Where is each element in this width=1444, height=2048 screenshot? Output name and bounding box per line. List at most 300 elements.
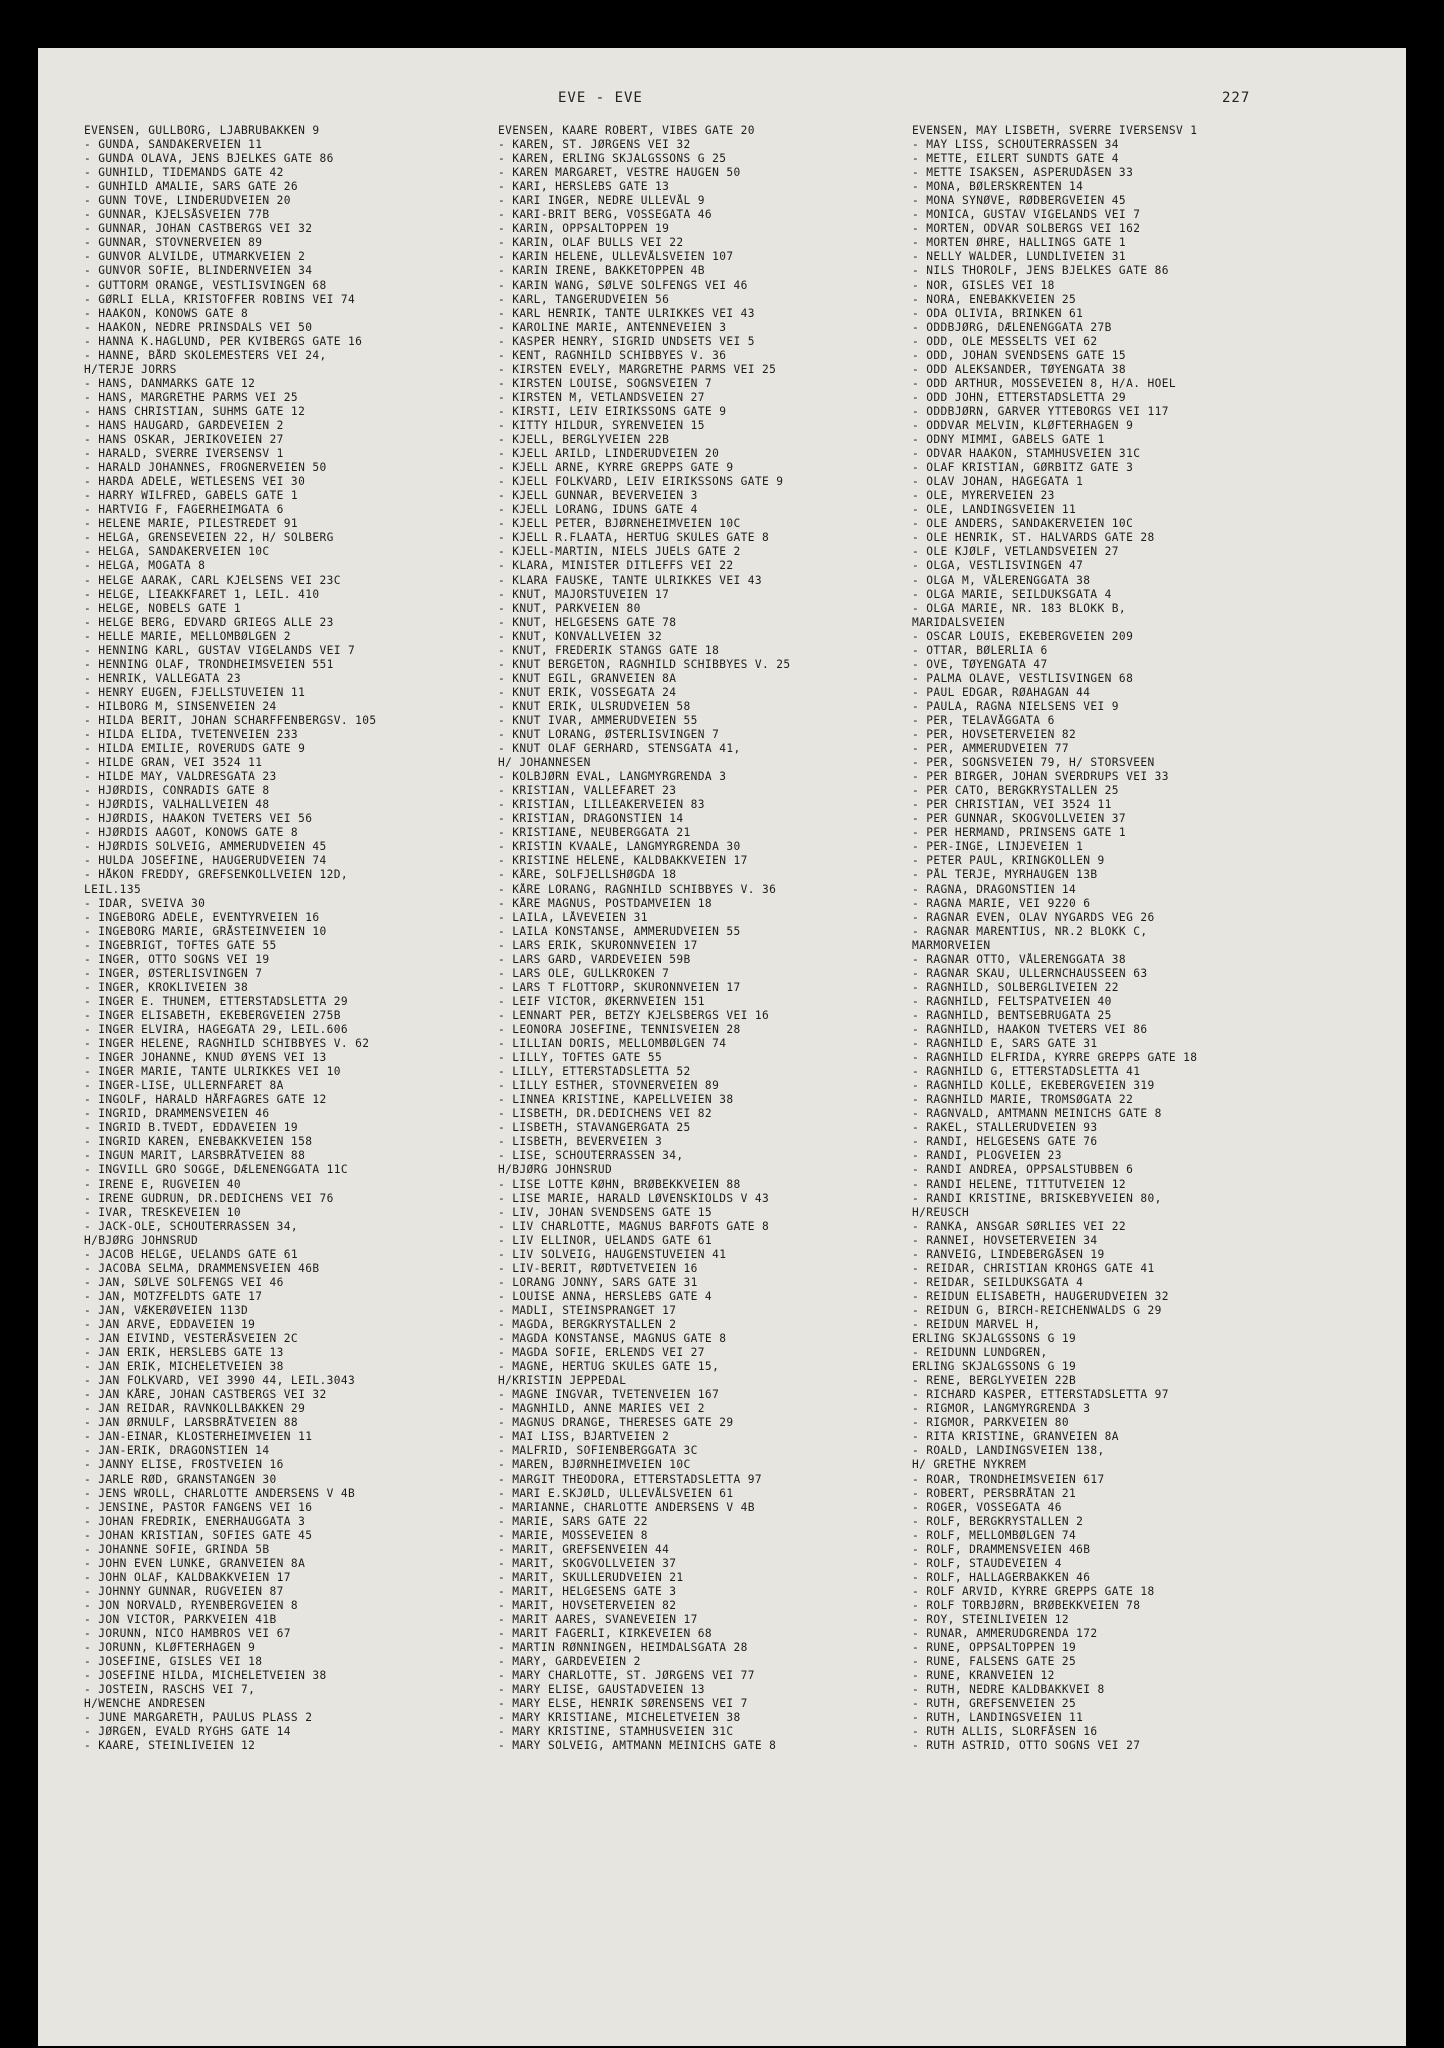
- directory-entry: - KARL, TANGERUDVEIEN 56: [498, 292, 670, 306]
- directory-entry: - JANNY ELISE, FROSTVEIEN 16: [84, 1458, 284, 1472]
- directory-entry: - MAGNE, HERTUG SKULES GATE 15,: [498, 1360, 720, 1374]
- directory-entry: - MARTIN RØNNINGEN, HEIMDALSGATA 28: [498, 1641, 748, 1655]
- directory-entry: - PER, SOGNSVEIEN 79, H/ STORSVEEN: [912, 756, 1155, 770]
- directory-entry: - JAN-ERIK, DRAGONSTIEN 14: [84, 1444, 270, 1458]
- directory-entry: - MONICA, GUSTAV VIGELANDS VEI 7: [912, 208, 1141, 222]
- directory-entry: - KNUT, KONVALLVEIEN 32: [498, 629, 663, 643]
- directory-entry: - KJELL GUNNAR, BEVERVEIEN 3: [498, 489, 698, 503]
- directory-entry: - MARIT, GREFSENVEIEN 44: [498, 1542, 670, 1556]
- directory-entry: - RICHARD KASPER, ETTERSTADSLETTA 97: [912, 1388, 1169, 1402]
- directory-entry: - HJØRDIS SOLVEIG, AMMERUDVEIEN 45: [84, 840, 327, 854]
- directory-entry: - MARY KRISTIANE, MICHELETVEIEN 38: [498, 1711, 741, 1725]
- directory-entry: - RAGNHILD MARIE, TROMSØGATA 22: [912, 1093, 1134, 1107]
- directory-entry: - MONA, BØLERSKRENTEN 14: [912, 180, 1084, 194]
- directory-entry: - PER GUNNAR, SKOGVOLLVEIEN 37: [912, 812, 1127, 826]
- directory-entry: - OSCAR LOUIS, EKEBERGVEIEN 209: [912, 629, 1134, 643]
- directory-entry: - HELLE MARIE, MELLOMBØLGEN 2: [84, 629, 291, 643]
- directory-entry: - INGER, ØSTERLISVINGEN 7: [84, 966, 263, 980]
- directory-entry: - KJELL ARILD, LINDERUDVEIEN 20: [498, 447, 720, 461]
- directory-entry: - JOHN EVEN LUNKE, GRANVEIEN 8A: [84, 1556, 306, 1570]
- directory-entry: - INGEBRIGT, TOFTES GATE 55: [84, 938, 277, 952]
- directory-entry: - JAN ØRNULF, LARSBRÅTVEIEN 88: [84, 1416, 299, 1430]
- directory-entry: - IVAR, TRESKEVEIEN 10: [84, 1205, 241, 1219]
- directory-entry: - ODD, OLE MESSELTS VEI 62: [912, 334, 1098, 348]
- directory-entry: - KNUT, HELGESENS GATE 78: [498, 615, 677, 629]
- directory-entry: - PER HERMAND, PRINSENS GATE 1: [912, 826, 1127, 840]
- directory-entry: - HANS, MARGRETHE PARMS VEI 25: [84, 390, 299, 404]
- directory-entry: - KNUT ERIK, VOSSEGATA 24: [498, 685, 677, 699]
- directory-entry: - ROGER, VOSSEGATA 46: [912, 1500, 1062, 1514]
- directory-entry: - HILDA EMILIE, ROVERUDS GATE 9: [84, 742, 306, 756]
- directory-entry: - JAN, VÆKERØVEIEN 113D: [84, 1303, 249, 1317]
- directory-entry: - HILDE GRAN, VEI 3524 11: [84, 756, 263, 770]
- directory-entry: - KRISTIAN, DRAGONSTIEN 14: [498, 812, 684, 826]
- directory-entry: - LOUISE ANNA, HERSLEBS GATE 4: [498, 1289, 713, 1303]
- directory-entry: - IRENE GUDRUN, DR.DEDICHENS VEI 76: [84, 1191, 334, 1205]
- directory-entry: - MARIT AARES, SVANEVEIEN 17: [498, 1612, 698, 1626]
- directory-entry: - HILDA BERIT, JOHAN SCHARFFENBERGSV. 105: [84, 713, 377, 727]
- directory-entry: - KAREN MARGARET, VESTRE HAUGEN 50: [498, 166, 741, 180]
- directory-entry: - MADLI, STEINSPRANGET 17: [498, 1303, 677, 1317]
- directory-entry: - KÅRE LORANG, RAGNHILD SCHIBBYES V. 36: [498, 882, 777, 896]
- directory-entry: MARMORVEIEN: [912, 938, 991, 952]
- directory-entry: - PETER PAUL, KRINGKOLLEN 9: [912, 854, 1105, 868]
- directory-entry: - RAKEL, STALLERUDVEIEN 93: [912, 1121, 1098, 1135]
- directory-entry: - JOSEFINE, GISLES VEI 18: [84, 1655, 263, 1669]
- directory-entry: - ROLF, BERGKRYSTALLEN 2: [912, 1514, 1084, 1528]
- directory-entry: - PER CATO, BERGKRYSTALLEN 25: [912, 784, 1119, 798]
- directory-entry: - HJØRDIS, HAAKON TVETERS VEI 56: [84, 812, 313, 826]
- directory-entry: - JORUNN, NICO HAMBROS VEI 67: [84, 1627, 291, 1641]
- directory-entry: - KNUT IVAR, AMMERUDVEIEN 55: [498, 713, 698, 727]
- directory-entry: - ODVAR HAAKON, STAMHUSVEIEN 31C: [912, 447, 1141, 461]
- directory-entry: - JORUNN, KLØFTERHAGEN 9: [84, 1641, 256, 1655]
- directory-entry: - RAGNVALD, AMTMANN MEINICHS GATE 8: [912, 1107, 1162, 1121]
- directory-entry: H/BJØRG JOHNSRUD: [84, 1233, 199, 1247]
- directory-entry: - HELGE AARAK, CARL KJELSENS VEI 23C: [84, 573, 341, 587]
- directory-entry: - MARY ELSE, HENRIK SØRENSENS VEI 7: [498, 1697, 748, 1711]
- directory-entry: H/WENCHE ANDRESEN: [84, 1697, 206, 1711]
- directory-entry: - HANS HAUGARD, GARDEVEIEN 2: [84, 418, 284, 432]
- directory-entry: - GUNHILD, TIDEMANDS GATE 42: [84, 166, 284, 180]
- directory-entry: - LORANG JONNY, SARS GATE 31: [498, 1275, 698, 1289]
- directory-entry: - HELGE BERG, EDVARD GRIEGS ALLE 23: [84, 615, 334, 629]
- directory-entry: - LILLY, TOFTES GATE 55: [498, 1051, 663, 1065]
- directory-entry: - KAREN, ST. JØRGENS VEI 32: [498, 138, 691, 152]
- directory-entry: - HANNE, BÅRD SKOLEMESTERS VEI 24,: [84, 348, 327, 362]
- directory-entry: - ROLF, DRAMMENSVEIEN 46B: [912, 1542, 1091, 1556]
- directory-entry: - HJØRDIS AAGOT, KONOWS GATE 8: [84, 826, 299, 840]
- directory-entry: - MARIE, MOSSEVEIEN 8: [498, 1528, 648, 1542]
- page-header: [38, 90, 1406, 110]
- directory-entry: - GUNVOR ALVILDE, UTMARKVEIEN 2: [84, 250, 306, 264]
- directory-entry: - GUNDA OLAVA, JENS BJELKES GATE 86: [84, 152, 334, 166]
- directory-entry: - LISE, SCHOUTERRASSEN 34,: [498, 1149, 684, 1163]
- directory-entry: - PALMA OLAVE, VESTLISVINGEN 68: [912, 671, 1134, 685]
- directory-entry: - JOHN OLAF, KALDBAKKVEIEN 17: [84, 1570, 291, 1584]
- directory-entry: - OLAF KRISTIAN, GØRBITZ GATE 3: [912, 461, 1134, 475]
- directory-entry: - MORTEN, ODVAR SOLBERGS VEI 162: [912, 222, 1141, 236]
- directory-entry: - MAGDA KONSTANSE, MAGNUS GATE 8: [498, 1332, 727, 1346]
- directory-entry: - INGEBORG MARIE, GRÅSTEINVEIEN 10: [84, 924, 327, 938]
- directory-entry: - KRISTIANE, NEUBERGGATA 21: [498, 826, 691, 840]
- directory-entry: - KITTY HILDUR, SYRENVEIEN 15: [498, 418, 705, 432]
- directory-entry: - METTE, EILERT SUNDTS GATE 4: [912, 152, 1119, 166]
- directory-entry: - JACK-OLE, SCHOUTERRASSEN 34,: [84, 1219, 299, 1233]
- directory-entry: - INGER ELISABETH, EKEBERGVEIEN 275B: [84, 1008, 341, 1022]
- directory-entry: - KARIN, OPPSALTOPPEN 19: [498, 222, 670, 236]
- directory-entry: - LARS T FLOTTORP, SKURONNVEIEN 17: [498, 980, 741, 994]
- directory-entry: - INGER E. THUNEM, ETTERSTADSLETTA 29: [84, 994, 349, 1008]
- directory-entry: - RUTH, LANDINGSVEIEN 11: [912, 1711, 1084, 1725]
- directory-entry: - JOHAN KRISTIAN, SOFIES GATE 45: [84, 1528, 313, 1542]
- directory-entry: - KARI-BRIT BERG, VOSSEGATA 46: [498, 208, 713, 222]
- directory-entry: H/KRISTIN JEPPEDAL: [498, 1374, 627, 1388]
- directory-entry: MARIDALSVEIEN: [912, 615, 1005, 629]
- directory-entry: - LISBETH, STAVANGERGATA 25: [498, 1121, 691, 1135]
- directory-entry: - REIDUN ELISABETH, HAUGERUDVEIEN 32: [912, 1289, 1169, 1303]
- directory-entry: - MARIT, SKOGVOLLVEIEN 37: [498, 1556, 677, 1570]
- directory-entry: - RAGNHILD ELFRIDA, KYRRE GREPPS GATE 18: [912, 1051, 1198, 1065]
- directory-column-3: [912, 124, 1324, 1753]
- directory-entry: - KJELL-MARTIN, NIELS JUELS GATE 2: [498, 545, 741, 559]
- directory-entry: - MAI LISS, BJARTVEIEN 2: [498, 1430, 670, 1444]
- directory-entry: - KRISTINE HELENE, KALDBAKKVEIEN 17: [498, 854, 748, 868]
- directory-entry: - JON VICTOR, PARKVEIEN 41B: [84, 1612, 277, 1626]
- directory-entry: - KIRSTEN EVELY, MARGRETHE PARMS VEI 25: [498, 362, 777, 376]
- directory-entry: - MARIANNE, CHARLOTTE ANDERSENS V 4B: [498, 1500, 755, 1514]
- directory-entry: - INGUN MARIT, LARSBRÅTVEIEN 88: [84, 1149, 306, 1163]
- directory-entry: - RAGNAR SKAU, ULLERNCHAUSSEEN 63: [912, 966, 1148, 980]
- directory-entry: - NILS THOROLF, JENS BJELKES GATE 86: [912, 264, 1169, 278]
- directory-entry: - RUNE, KRANVEIEN 12: [912, 1669, 1055, 1683]
- directory-entry: - MAGNHILD, ANNE MARIES VEI 2: [498, 1402, 705, 1416]
- directory-entry: - IDAR, SVEIVA 30: [84, 896, 206, 910]
- directory-entry: - RUTH, NEDRE KALDBAKKVEI 8: [912, 1683, 1105, 1697]
- directory-entry: - KÅRE, SOLFJELLSHØGDA 18: [498, 868, 677, 882]
- directory-entry: - MAREN, BJØRNHEIMVEIEN 10C: [498, 1458, 691, 1472]
- directory-entry: - KOLBJØRN EVAL, LANGMYRGRENDA 3: [498, 770, 727, 784]
- directory-entry: ERLING SKJALGSSONS G 19: [912, 1360, 1077, 1374]
- directory-entry: - MARIT, SKULLERUDVEIEN 21: [498, 1570, 684, 1584]
- directory-entry: - ODD ARTHUR, MOSSEVEIEN 8, H/A. HOEL: [912, 376, 1177, 390]
- directory-entry: - MARY CHARLOTTE, ST. JØRGENS VEI 77: [498, 1669, 755, 1683]
- directory-entry: - OLE HENRIK, ST. HALVARDS GATE 28: [912, 531, 1155, 545]
- directory-entry: - ODDBJØRN, GARVER YTTEBORGS VEI 117: [912, 404, 1169, 418]
- directory-entry: - JOHAN FREDRIK, ENERHAUGGATA 3: [84, 1514, 306, 1528]
- directory-entry: - MARGIT THEODORA, ETTERSTADSLETTA 97: [498, 1472, 763, 1486]
- directory-entry: - JAN KÅRE, JOHAN CASTBERGS VEI 32: [84, 1388, 327, 1402]
- directory-entry: - HENNING KARL, GUSTAV VIGELANDS VEI 7: [84, 643, 356, 657]
- page-number: 227: [1222, 90, 1251, 106]
- directory-entry: - LAILA, LÅVEVEIEN 31: [498, 910, 648, 924]
- directory-entry: - INGER-LISE, ULLERNFARET 8A: [84, 1079, 284, 1093]
- directory-entry: - RAGNHILD, BENTSEBRUGATA 25: [912, 1008, 1112, 1022]
- directory-entry: - HENRY EUGEN, FJELLSTUVEIEN 11: [84, 685, 306, 699]
- directory-entry: - KJELL FOLKVARD, LEIV EIRIKSSONS GATE 9: [498, 475, 784, 489]
- directory-entry: - RAGNA MARIE, VEI 9220 6: [912, 896, 1091, 910]
- directory-entry: H/ JOHANNESEN: [498, 756, 591, 770]
- directory-entry: - HARALD JOHANNES, FROGNERVEIEN 50: [84, 461, 327, 475]
- directory-entry: - JAN-EINAR, KLOSTERHEIMVEIEN 11: [84, 1430, 313, 1444]
- page-title: EVE - EVE: [558, 90, 643, 106]
- directory-entry: - KNUT EGIL, GRANVEIEN 8A: [498, 671, 677, 685]
- directory-entry: - JAN ARVE, EDDAVEIEN 19: [84, 1317, 256, 1331]
- directory-entry: - LISE MARIE, HARALD LØVENSKIOLDS V 43: [498, 1191, 770, 1205]
- directory-entry: LEIL.135: [84, 882, 142, 896]
- directory-entry: - HARTVIG F, FAGERHEIMGATA 6: [84, 503, 284, 517]
- directory-entry: - INGER JOHANNE, KNUD ØYENS VEI 13: [84, 1051, 327, 1065]
- directory-entry: - RITA KRISTINE, GRANVEIEN 8A: [912, 1430, 1119, 1444]
- directory-entry: - RANDI ANDREA, OPPSALSTUBBEN 6: [912, 1163, 1134, 1177]
- directory-entry: - JON NORVALD, RYENBERGVEIEN 8: [84, 1598, 299, 1612]
- directory-entry: - REIDUN G, BIRCH-REICHENWALDS G 29: [912, 1303, 1162, 1317]
- directory-entry: - OLE, LANDINGSVEIEN 11: [912, 503, 1077, 517]
- directory-entry: - RAGNAR EVEN, OLAV NYGARDS VEG 26: [912, 910, 1155, 924]
- directory-entry: - RAGNHILD, HAAKON TVETERS VEI 86: [912, 1023, 1148, 1036]
- directory-entry: - HARALD, SVERRE IVERSENSV 1: [84, 447, 284, 461]
- directory-entry: - ODD ALEKSANDER, TØYENGATA 38: [912, 362, 1127, 376]
- directory-entry: - PAULA, RAGNA NIELSENS VEI 9: [912, 699, 1119, 713]
- directory-entry: H/BJØRG JOHNSRUD: [498, 1163, 613, 1177]
- directory-entry: - KASPER HENRY, SIGRID UNDSETS VEI 5: [498, 334, 755, 348]
- directory-column-1: [84, 124, 496, 1753]
- directory-entry: - KIRSTI, LEIV EIRIKSSONS GATE 9: [498, 404, 727, 418]
- directory-entry: - KARIN HELENE, ULLEVÅLSVEIEN 107: [498, 250, 734, 264]
- directory-entry: - ODNY MIMMI, GABELS GATE 1: [912, 433, 1105, 447]
- directory-entry: - JAN FOLKVARD, VEI 3990 44, LEIL.3043: [84, 1374, 356, 1388]
- directory-entry: - REIDAR, SEILDUKSGATA 4: [912, 1275, 1084, 1289]
- directory-entry: - HARRY WILFRED, GABELS GATE 1: [84, 489, 299, 503]
- directory-entry: - OLGA MARIE, SEILDUKSGATA 4: [912, 587, 1112, 601]
- directory-entry: - MALFRID, SOFIENBERGGATA 3C: [498, 1444, 698, 1458]
- directory-entry: - PER BIRGER, JOHAN SVERDRUPS VEI 33: [912, 770, 1169, 784]
- directory-entry: - ODDVAR MELVIN, KLØFTERHAGEN 9: [912, 418, 1134, 432]
- directory-entry: - HANNA K.HAGLUND, PER KVIBERGS GATE 16: [84, 334, 363, 348]
- directory-entry: - LILLY, ETTERSTADSLETTA 52: [498, 1065, 691, 1079]
- directory-entry: - LINNEA KRISTINE, KAPELLVEIEN 38: [498, 1093, 734, 1107]
- directory-entry: - HAAKON, NEDRE PRINSDALS VEI 50: [84, 320, 313, 334]
- directory-entry: - HELGE, LIEAKKFARET 1, LEIL. 410: [84, 587, 320, 601]
- directory-entry: - ROY, STEINLIVEIEN 12: [912, 1612, 1069, 1626]
- directory-entry: - MORTEN ØHRE, HALLINGS GATE 1: [912, 236, 1127, 250]
- directory-entry: - HANS OSKAR, JERIKOVEIEN 27: [84, 433, 284, 447]
- directory-entry: - KAARE, STEINLIVEIEN 12: [84, 1739, 256, 1753]
- directory-entry: - ROLF ARVID, KYRRE GREPPS GATE 18: [912, 1584, 1155, 1598]
- directory-entry: - ROLF TORBJØRN, BRØBEKKVEIEN 78: [912, 1598, 1141, 1612]
- directory-entry: - PAUL EDGAR, RØAHAGAN 44: [912, 685, 1091, 699]
- directory-entry: - LISBETH, BEVERVEIEN 3: [498, 1135, 663, 1149]
- directory-entry: - RAGNHILD E, SARS GATE 31: [912, 1037, 1098, 1051]
- directory-entry: - JENS WROLL, CHARLOTTE ANDERSENS V 4B: [84, 1486, 356, 1500]
- directory-entry: - INGER HELENE, RAGNHILD SCHIBBYES V. 62: [84, 1037, 370, 1051]
- directory-entry: - ODA OLIVIA, BRINKEN 61: [912, 306, 1084, 320]
- directory-entry: - GUNHILD AMALIE, SARS GATE 26: [84, 180, 299, 194]
- directory-entry: - PER, AMMERUDVEIEN 77: [912, 742, 1069, 756]
- directory-entry: - RANDI KRISTINE, BRISKEBYVEIEN 80,: [912, 1191, 1162, 1205]
- directory-entry: - KLARA, MINISTER DITLEFFS VEI 22: [498, 559, 734, 573]
- directory-entry: - GUNNAR, STOVNERVEIEN 89: [84, 236, 263, 250]
- directory-entry: - HJØRDIS, VALHALLVEIEN 48: [84, 798, 270, 812]
- directory-entry: - KARIN IRENE, BAKKETOPPEN 4B: [498, 264, 705, 278]
- directory-entry: - RAGNAR OTTO, VÅLERENGGATA 38: [912, 952, 1127, 966]
- directory-entry: - GUNVOR SOFIE, BLINDERNVEIEN 34: [84, 264, 313, 278]
- directory-entry: - RANDI, PLOGVEIEN 23: [912, 1149, 1062, 1163]
- directory-entry: - OTTAR, BØLERLIA 6: [912, 643, 1048, 657]
- directory-entry: - MAGDA SOFIE, ERLENDS VEI 27: [498, 1346, 705, 1360]
- directory-entry: - RAGNHILD KOLLE, EKEBERGVEIEN 319: [912, 1079, 1155, 1093]
- directory-entry: - OLAV JOHAN, HAGEGATA 1: [912, 475, 1084, 489]
- directory-entry: - HANS, DANMARKS GATE 12: [84, 376, 256, 390]
- directory-entry: - HILBORG M, SINSENVEIEN 24: [84, 699, 277, 713]
- directory-entry: - IRENE E, RUGVEIEN 40: [84, 1177, 241, 1191]
- directory-entry: - MARY, GARDEVEIEN 2: [498, 1655, 641, 1669]
- directory-entry: - KNUT ERIK, ULSRUDVEIEN 58: [498, 699, 691, 713]
- directory-entry: - GUNNAR, KJELSÅSVEIEN 77B: [84, 208, 270, 222]
- directory-entry: - LIV-BERIT, RØDTVETVEIEN 16: [498, 1261, 698, 1275]
- directory-entry: - KNUT LORANG, ØSTERLISVINGEN 7: [498, 728, 720, 742]
- directory-entry: H/TERJE JORRS: [84, 362, 177, 376]
- directory-entry: - KRISTIAN, LILLEAKERVEIEN 83: [498, 798, 705, 812]
- directory-entry: - GUNNAR, JOHAN CASTBERGS VEI 32: [84, 222, 313, 236]
- directory-entry: EVENSEN, MAY LISBETH, SVERRE IVERSENSV 1: [912, 124, 1198, 137]
- directory-entry: - LIV, JOHAN SVENDSENS GATE 15: [498, 1205, 713, 1219]
- directory-entry: - JOHNNY GUNNAR, RUGVEIEN 87: [84, 1584, 284, 1598]
- directory-entry: - INGRID B.TVEDT, EDDAVEIEN 19: [84, 1121, 299, 1135]
- directory-entry: - JAN, SØLVE SOLFENGS VEI 46: [84, 1275, 284, 1289]
- directory-entry: - KNUT, MAJORSTUVEIEN 17: [498, 587, 670, 601]
- directory-entry: - ROLF, STAUDEVEIEN 4: [912, 1556, 1062, 1570]
- directory-entry: - KIRSTEN M, VETLANDSVEIEN 27: [498, 390, 705, 404]
- directory-entry: - INGRID KAREN, ENEBAKKVEIEN 158: [84, 1135, 313, 1149]
- directory-entry: - OLE, MYRERVEIEN 23: [912, 489, 1055, 503]
- directory-entry: - PER-INGE, LINJEVEIEN 1: [912, 840, 1084, 854]
- directory-entry: - ROBERT, PERSBRÅTAN 21: [912, 1486, 1077, 1500]
- directory-entry: - MARY ELISE, GAUSTADVEIEN 13: [498, 1683, 705, 1697]
- directory-entry: - JØRGEN, EVALD RYGHS GATE 14: [84, 1725, 291, 1739]
- directory-entry: - JAN REIDAR, RAVNKOLLBAKKEN 29: [84, 1402, 306, 1416]
- directory-entry: - GUNDA, SANDAKERVEIEN 11: [84, 138, 263, 152]
- directory-entry: - OLE KJØLF, VETLANDSVEIEN 27: [912, 545, 1119, 559]
- directory-entry: H/ GRETHE NYKREM: [912, 1458, 1027, 1472]
- directory-entry: - OLGA MARIE, NR. 183 BLOKK B,: [912, 601, 1127, 615]
- directory-entry: - MAGNE INGVAR, TVETENVEIEN 167: [498, 1388, 720, 1402]
- directory-entry: - GUTTORM ORANGE, VESTLISVINGEN 68: [84, 278, 327, 292]
- directory-entry: - KAREN, ERLING SKJALGSSONS G 25: [498, 152, 727, 166]
- directory-entry: - RUNE, OPPSALTOPPEN 19: [912, 1641, 1077, 1655]
- directory-entry: - OVE, TØYENGATA 47: [912, 657, 1048, 671]
- directory-entry: - REIDUN MARVEL H,: [912, 1317, 1041, 1331]
- directory-entry: - PER, HOVSETERVEIEN 82: [912, 728, 1077, 742]
- directory-entry: - KNUT, PARKVEIEN 80: [498, 601, 641, 615]
- directory-entry: - RUTH, GREFSENVEIEN 25: [912, 1697, 1077, 1711]
- directory-entry: - KENT, RAGNHILD SCHIBBYES V. 36: [498, 348, 727, 362]
- directory-entry: - KIRSTEN LOUISE, SOGNSVEIEN 7: [498, 376, 713, 390]
- directory-entry: - KJELL R.FLAATA, HERTUG SKULES GATE 8: [498, 531, 770, 545]
- directory-entry: - HÅKON FREDDY, GREFSENKOLLVEIEN 12D,: [84, 868, 349, 882]
- directory-entry: - RUTH ALLIS, SLORFÅSEN 16: [912, 1725, 1098, 1739]
- directory-entry: - REIDAR, CHRISTIAN KROHGS GATE 41: [912, 1261, 1155, 1275]
- directory-entry: - RAGNAR MARENTIUS, NR.2 BLOKK C,: [912, 924, 1148, 938]
- directory-entry: - ROLF, MELLOMBØLGEN 74: [912, 1528, 1077, 1542]
- directory-entry: - INGER ELVIRA, HAGEGATA 29, LEIL.606: [84, 1023, 349, 1036]
- directory-entry: - HENNING OLAF, TRONDHEIMSVEIEN 551: [84, 657, 334, 671]
- directory-entry: - JAN, MOTZFELDTS GATE 17: [84, 1289, 263, 1303]
- directory-entry: - INGER, KROKLIVEIEN 38: [84, 980, 249, 994]
- directory-entry: - MAGDA, BERGKRYSTALLEN 2: [498, 1317, 677, 1331]
- directory-entry: - OLE ANDERS, SANDAKERVEIEN 10C: [912, 517, 1134, 531]
- directory-entry: - LENNART PER, BETZY KJELSBERGS VEI 16: [498, 1008, 770, 1022]
- directory-entry: - JAN ERIK, MICHELETVEIEN 38: [84, 1360, 284, 1374]
- directory-entry: - KARL HENRIK, TANTE ULRIKKES VEI 43: [498, 306, 755, 320]
- directory-entry: - ROAR, TRONDHEIMSVEIEN 617: [912, 1472, 1105, 1486]
- directory-entry: - ODDBJØRG, DÆLENENGGATA 27B: [912, 320, 1112, 334]
- directory-entry: - JENSINE, PASTOR FANGENS VEI 16: [84, 1500, 313, 1514]
- directory-entry: - MARI E.SKJØLD, ULLEVÅLSVEIEN 61: [498, 1486, 734, 1500]
- directory-entry: - LISBETH, DR.DEDICHENS VEI 82: [498, 1107, 713, 1121]
- directory-entry: - LAILA KONSTANSE, AMMERUDVEIEN 55: [498, 924, 741, 938]
- directory-entry: - HULDA JOSEFINE, HAUGERUDVEIEN 74: [84, 854, 327, 868]
- directory-entry: - JOSEFINE HILDA, MICHELETVEIEN 38: [84, 1669, 327, 1683]
- directory-entry: - ROLF, HALLAGERBAKKEN 46: [912, 1570, 1091, 1584]
- directory-entry: - MARIE, SARS GATE 22: [498, 1514, 648, 1528]
- directory-entry: - JACOB HELGE, UELANDS GATE 61: [84, 1247, 299, 1261]
- directory-entry: - MARIT, HELGESENS GATE 3: [498, 1584, 677, 1598]
- directory-entry: - MONA SYNØVE, RØDBERGVEIEN 45: [912, 194, 1127, 208]
- directory-entry: - HILDA ELIDA, TVETENVEIEN 233: [84, 728, 299, 742]
- directory-entry: - KRISTIAN, VALLEFARET 23: [498, 784, 677, 798]
- directory-entry: - REIDUNN LUNDGREN,: [912, 1346, 1048, 1360]
- directory-page: [38, 48, 1406, 2046]
- directory-entry: - INGVILL GRO SOGGE, DÆLENENGGATA 11C: [84, 1163, 349, 1177]
- directory-entry: - INGEBORG ADELE, EVENTYRVEIEN 16: [84, 910, 320, 924]
- directory-entry: - RANKA, ANSGAR SØRLIES VEI 22: [912, 1219, 1127, 1233]
- directory-entry: - HANS CHRISTIAN, SUHMS GATE 12: [84, 404, 306, 418]
- directory-entry: - INGRID, DRAMMENSVEIEN 46: [84, 1107, 270, 1121]
- directory-entry: - RANVEIG, LINDEBERGÅSEN 19: [912, 1247, 1105, 1261]
- directory-entry: - HARDA ADELE, WETLESENS VEI 30: [84, 475, 306, 489]
- directory-entry: - JOHANNE SOFIE, GRINDA 5B: [84, 1542, 270, 1556]
- directory-entry: - RAGNHILD G, ETTERSTADSLETTA 41: [912, 1065, 1141, 1079]
- directory-entry: - RANDI, HELGESENS GATE 76: [912, 1135, 1098, 1149]
- directory-entry: - INGER MARIE, TANTE ULRIKKES VEI 10: [84, 1065, 341, 1079]
- directory-entry: - MAY LISS, SCHOUTERRASSEN 34: [912, 138, 1119, 152]
- directory-entry: - LISE LOTTE KØHN, BRØBEKKVEIEN 88: [498, 1177, 741, 1191]
- directory-entry: - ODD, JOHAN SVENDSENS GATE 15: [912, 348, 1127, 362]
- directory-entry: - JAN ERIK, HERSLEBS GATE 13: [84, 1346, 284, 1360]
- directory-entry: - HILDE MAY, VALDRESGATA 23: [84, 770, 277, 784]
- directory-entry: - KARIN WANG, SØLVE SOLFENGS VEI 46: [498, 278, 748, 292]
- directory-entry: - MARIT FAGERLI, KIRKEVEIEN 68: [498, 1627, 713, 1641]
- directory-entry: - LEIF VICTOR, ØKERNVEIEN 151: [498, 994, 705, 1008]
- directory-entry: - LARS GARD, VARDEVEIEN 59B: [498, 952, 691, 966]
- directory-entry: - RAGNA, DRAGONSTIEN 14: [912, 882, 1077, 896]
- directory-entry: - OLGA M, VÅLERENGGATA 38: [912, 573, 1091, 587]
- directory-entry: - LIV ELLINOR, UELANDS GATE 61: [498, 1233, 713, 1247]
- directory-entry: - RIGMOR, PARKVEIEN 80: [912, 1416, 1069, 1430]
- directory-entry: - RIGMOR, LANGMYRGRENDA 3: [912, 1402, 1091, 1416]
- directory-entry: - NORA, ENEBAKKVEIEN 25: [912, 292, 1077, 306]
- directory-entry: - KARI INGER, NEDRE ULLEVÅL 9: [498, 194, 705, 208]
- directory-entry: - HELGA, GRENSEVEIEN 22, H/ SOLBERG: [84, 531, 334, 545]
- directory-column-2: [498, 124, 910, 1753]
- directory-entry: - GØRLI ELLA, KRISTOFFER ROBINS VEI 74: [84, 292, 356, 306]
- directory-entry: - KNUT OLAF GERHARD, STENSGATA 41,: [498, 742, 741, 756]
- directory-entry: - HELENE MARIE, PILESTREDET 91: [84, 517, 299, 531]
- directory-entry: - LARS OLE, GULLKROKEN 7: [498, 966, 670, 980]
- directory-entry: - ROALD, LANDINGSVEIEN 138,: [912, 1444, 1105, 1458]
- directory-entry: - HELGE, NOBELS GATE 1: [84, 601, 241, 615]
